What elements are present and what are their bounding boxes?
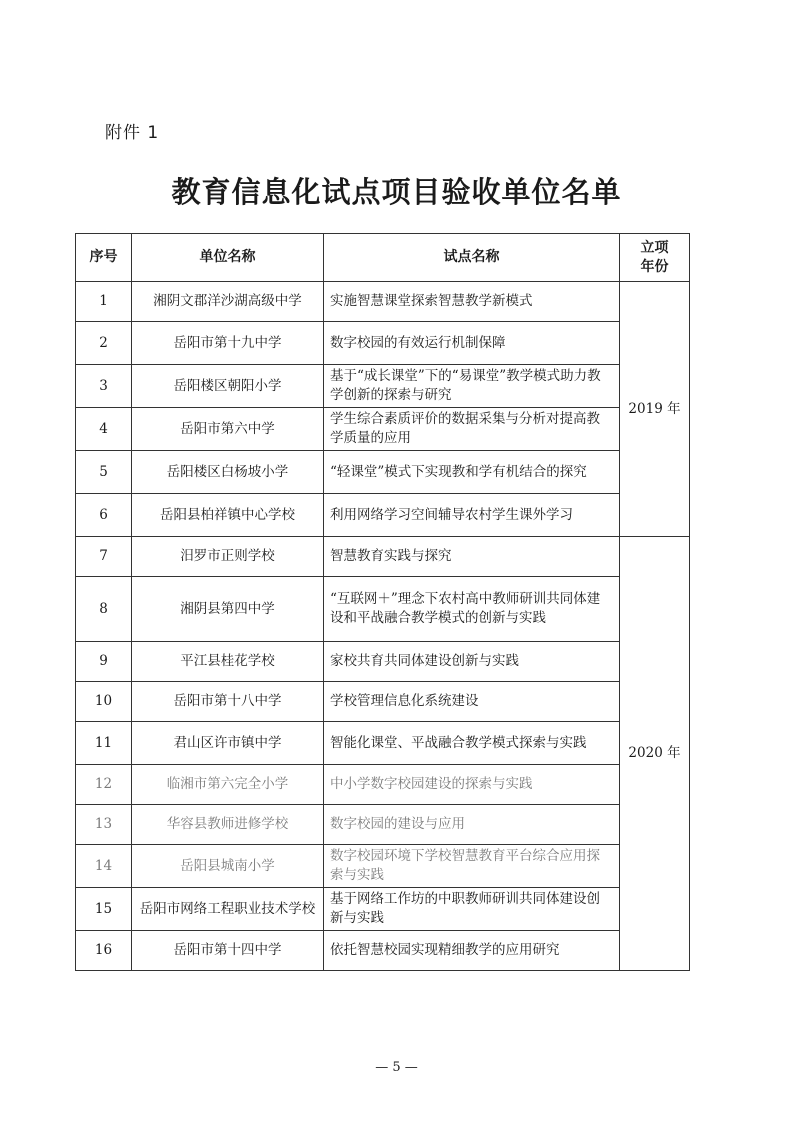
acceptance-table — [75, 233, 690, 971]
row-no: 10 — [76, 682, 132, 722]
table-row — [76, 888, 690, 931]
row-unit: 湘阴文郡洋沙湖高级中学 — [132, 282, 324, 322]
table-row — [76, 765, 690, 805]
row-project: 数字校园的有效运行机制保障 — [324, 322, 620, 365]
table-row — [76, 537, 690, 577]
header-year-line2: 年份 — [640, 258, 669, 275]
table-row — [76, 577, 690, 642]
row-project: 基于“成长课堂”下的“易课堂”教学模式助力教学创新的探索与研究 — [324, 365, 620, 408]
row-unit: 岳阳县柏祥镇中心学校 — [132, 494, 324, 537]
row-project: 数字校园环境下学校智慧教育平台综合应用探索与实践 — [324, 845, 620, 888]
row-project: 基于网络工作坊的中职教师研训共同体建设创新与实践 — [324, 888, 620, 931]
row-project: 学校管理信息化系统建设 — [324, 682, 620, 722]
row-no: 15 — [76, 888, 132, 931]
table-row — [76, 931, 690, 971]
attachment-label: 附件 1 — [105, 123, 160, 143]
document-title: 教育信息化试点项目验收单位名单 — [171, 175, 622, 209]
row-project: 学生综合素质评价的数据采集与分析对提高教学质量的应用 — [324, 408, 620, 451]
row-unit: 岳阳市第十四中学 — [132, 931, 324, 971]
row-unit: 临湘市第六完全小学 — [132, 765, 324, 805]
row-project: 智能化课堂、平战融合教学模式探索与实践 — [324, 722, 620, 765]
table-row — [76, 494, 690, 537]
table-row — [76, 451, 690, 494]
row-no: 16 — [76, 931, 132, 971]
table-row — [76, 282, 690, 322]
row-no: 13 — [76, 805, 132, 845]
row-unit: 华容县教师进修学校 — [132, 805, 324, 845]
row-unit: 岳阳楼区白杨坡小学 — [132, 451, 324, 494]
row-no: 14 — [76, 845, 132, 888]
table-row — [76, 722, 690, 765]
row-project: 实施智慧课堂探索智慧教学新模式 — [324, 282, 620, 322]
row-no: 5 — [76, 451, 132, 494]
row-project: 数字校园的建设与应用 — [324, 805, 620, 845]
row-project: 中小学数字校园建设的探索与实践 — [324, 765, 620, 805]
table-row — [76, 408, 690, 451]
row-unit: 岳阳楼区朝阳小学 — [132, 365, 324, 408]
row-unit: 岳阳市第十九中学 — [132, 322, 324, 365]
table-row — [76, 365, 690, 408]
row-project: 家校共育共同体建设创新与实践 — [324, 642, 620, 682]
row-project: 智慧教育实践与探究 — [324, 537, 620, 577]
row-no: 9 — [76, 642, 132, 682]
header-unit: 单位名称 — [132, 234, 324, 282]
year-cell-2020: 2020 年 — [620, 537, 690, 971]
table-row — [76, 805, 690, 845]
row-no: 4 — [76, 408, 132, 451]
row-project: “互联网＋”理念下农村高中教师研训共同体建设和平战融合教学模式的创新与实践 — [324, 577, 620, 642]
page-number: — 5 — — [375, 1060, 418, 1075]
row-no: 12 — [76, 765, 132, 805]
row-no: 7 — [76, 537, 132, 577]
table-row — [76, 845, 690, 888]
header-year-line1: 立项 — [640, 239, 669, 256]
year-cell-2019: 2019 年 — [620, 282, 690, 537]
row-unit: 岳阳县城南小学 — [132, 845, 324, 888]
table-header-row — [76, 234, 690, 282]
row-no: 1 — [76, 282, 132, 322]
header-year — [620, 234, 690, 282]
row-no: 11 — [76, 722, 132, 765]
row-unit: 汨罗市正则学校 — [132, 537, 324, 577]
row-unit: 岳阳市第六中学 — [132, 408, 324, 451]
header-no: 序号 — [76, 234, 132, 282]
row-no: 2 — [76, 322, 132, 365]
row-unit: 岳阳市网络工程职业技术学校 — [132, 888, 324, 931]
row-no: 6 — [76, 494, 132, 537]
table-row — [76, 642, 690, 682]
table-row — [76, 322, 690, 365]
row-unit: 平江县桂花学校 — [132, 642, 324, 682]
row-project: 依托智慧校园实现精细教学的应用研究 — [324, 931, 620, 971]
row-no: 8 — [76, 577, 132, 642]
row-unit: 岳阳市第十八中学 — [132, 682, 324, 722]
table-row — [76, 682, 690, 722]
row-unit: 君山区许市镇中学 — [132, 722, 324, 765]
row-project: 利用网络学习空间辅导农村学生课外学习 — [324, 494, 620, 537]
header-project: 试点名称 — [324, 234, 620, 282]
row-unit: 湘阴县第四中学 — [132, 577, 324, 642]
row-no: 3 — [76, 365, 132, 408]
row-project: “轻课堂”模式下实现教和学有机结合的探究 — [324, 451, 620, 494]
